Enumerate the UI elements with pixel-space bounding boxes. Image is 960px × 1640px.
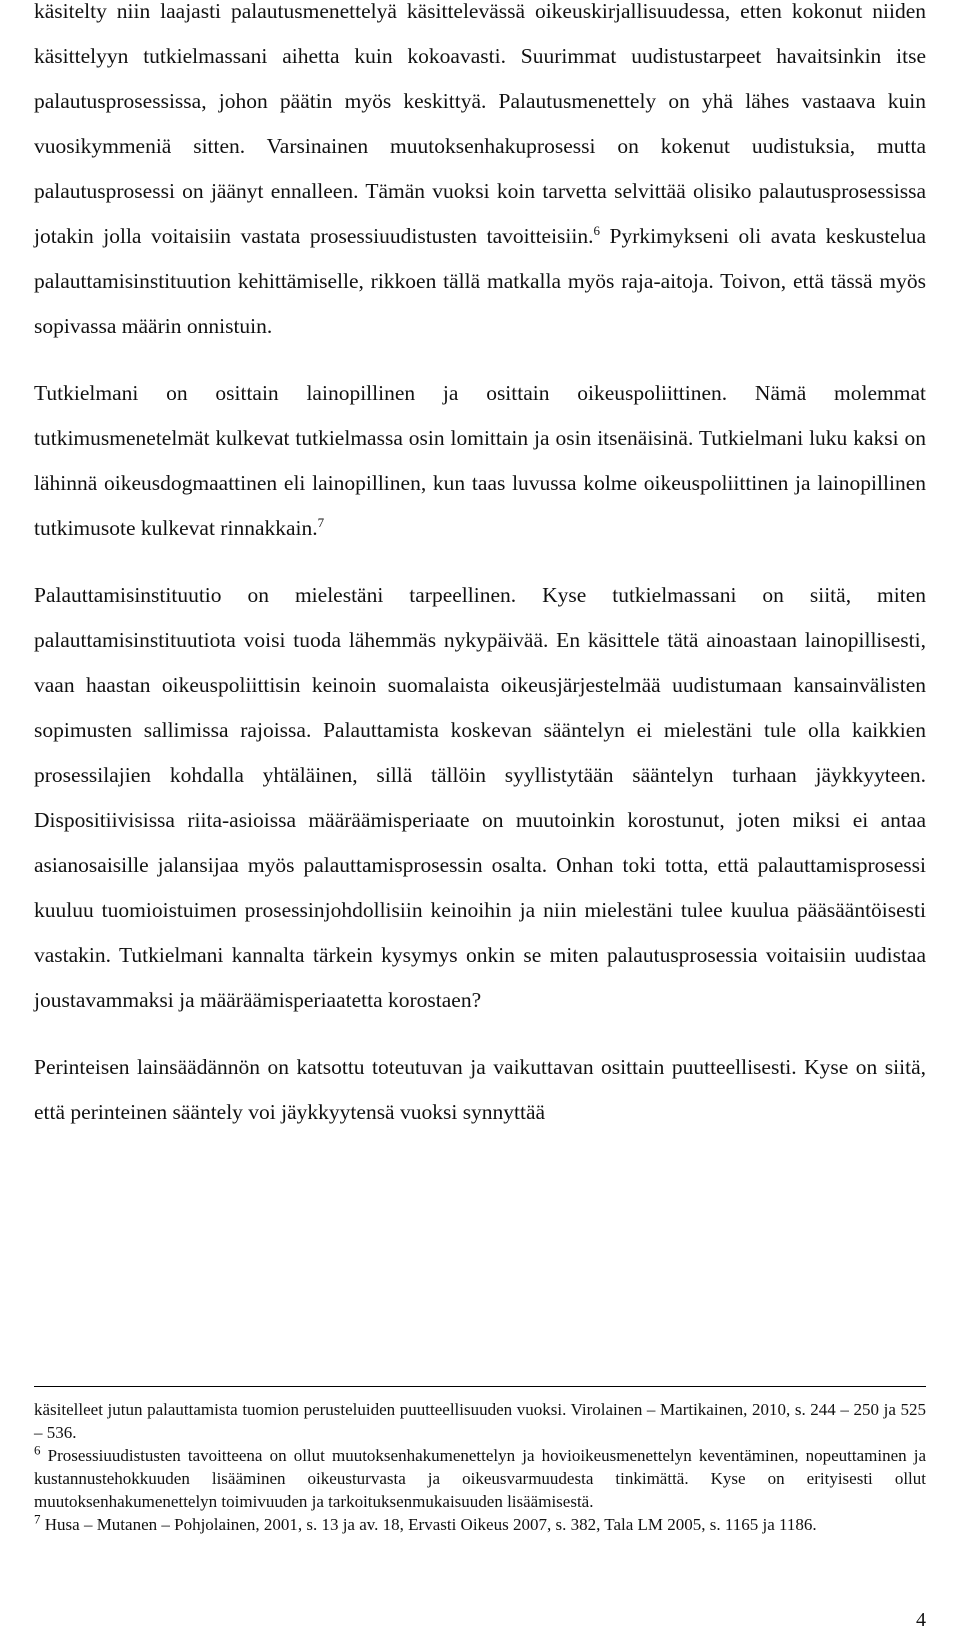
paragraph-2-text: Tutkielmani on osittain lainopillinen ja osittain oikeuspoliittinen. Nämä molemmat tutkimusmenetelmät kulkevat tutkielmassa osin lomittain ja osin itsenäisinä. Tutkielmani luku kaksi on lähinnä oikeusdogmaattinen eli lainopillinen, kun taas luvussa kolme oikeuspoliittinen ja lainopillinen tutkimusote kulkevat rinnakkain.: [34, 381, 926, 540]
footnote-ref-7[interactable]: 7: [317, 514, 325, 530]
footnote-separator: [34, 1386, 926, 1387]
page-number: 4: [916, 1609, 926, 1631]
paragraph-3: Palauttamisinstituutio on mielestäni tarpeellinen. Kyse tutkielmassani on siitä, miten palauttamisinstituutiota voisi tuoda lähemmäs nykypäivää. En käsittele tätä ainoastaan lainopillisesti, vaan haastan oikeuspoliittisin keinoin suomalaista oikeusjärjestelmää uudistumaan kansainvälisten sopimusten sallimissa rajoissa. Palauttamista koskevan sääntelyn ei mielestäni tule olla kaikkien prosessilajien kohdalla yhtäläinen, sillä tällöin syyllistytään sääntelyn turhaan jäykkyyteen. Dispositiivisissa riita-asioissa määräämisperiaate on muutoinkin korostunut, joten miksi ei antaa asianosaisille jalansijaa myös palauttamisprosessin osalta. Onhan toki totta, että palauttamisprosessi kuuluu tuomioistuimen prosessinjohdollisiin keinoihin ja niin mielestäni tulee kuulua pääsääntöisesti vastakin. Tutkielmani kannalta tärkein kysymys onkin se miten palautusprosessia voitaisiin uudistaa joustavammaksi ja määräämisperiaatetta korostaen?: [34, 583, 926, 1012]
footnotes: [34, 1398, 926, 1536]
footnote-7-number: 7: [34, 1511, 41, 1527]
paragraph-4: Perinteisen lainsäädännön on katsottu toteutuvan ja vaikuttavan osittain puutteellisesti. Kyse on siitä, että perinteinen sääntely voi jäykkyytensä vuoksi synnyttää: [34, 1055, 926, 1124]
footnote-7-text: Husa – Mutanen – Pohjolainen, 2001, s. 13 ja av. 18, Ervasti Oikeus 2007, s. 382, Tala LM 2005, s. 1165 ja 1186.: [40, 1515, 817, 1534]
paragraph-1: [34, 0, 926, 349]
footnote-6-number: 6: [34, 1442, 41, 1458]
paragraph-1-text: käsitelty niin laajasti palautusmenettelyä käsittelevässä oikeuskirjallisuudessa, etten kokonut niiden käsittelyyn tutkielmassani aihetta kuin kokoavasti. Suurimmat uudistustarpeet havaitsinkin itse palautusprosessissa, johon päätin myös keskittyä. Palautusmenettely on yhä lähes vastaava kuin vuosikymmeniä sitten. Varsinainen muutoksenhakuprosessi on kokenut uudistuksia, mutta palautusprosessi on jäänyt ennalleen. Tämän vuoksi koin tarvetta selvittää olisiko palautusprosessissa jotakin jolla voitaisiin vastata prosessiuudistusten tavoitteisiin.: [34, 0, 926, 248]
footnote-6-text: Prosessiuudistusten tavoitteena on ollut muutoksenhakumenettelyn ja hovioikeusmenettelyn keventäminen, nopeuttaminen ja kustannustehokkuuden lisääminen oikeusturvasta ja oikeusvarmuudesta tinkimättä. Kyse on erityisesti ollut muutoksenhakumenettelyn toimivuuden ja tarkoituksenmukaisuuden lisäämisestä.: [34, 1446, 926, 1511]
page-body: [34, 0, 926, 1135]
footnote-7: [34, 1513, 926, 1536]
footnote-6: [34, 1444, 926, 1513]
paragraph-1-text-cont: Pyrkimykseni oli avata keskustelua palauttamisinstituution kehittämiselle, rikkoen tällä matkalla myös raja-aitoja. Toivon, että tässä myös sopivassa määrin onnistuin.: [34, 224, 926, 338]
footnote-continued: käsitelleet jutun palauttamista tuomion perusteluiden puutteellisuuden vuoksi. Virolainen – Martikainen, 2010, s. 244 – 250 ja 525 – 536.: [34, 1400, 926, 1442]
paragraph-2: [34, 371, 926, 551]
footnote-ref-6[interactable]: 6: [593, 222, 600, 238]
